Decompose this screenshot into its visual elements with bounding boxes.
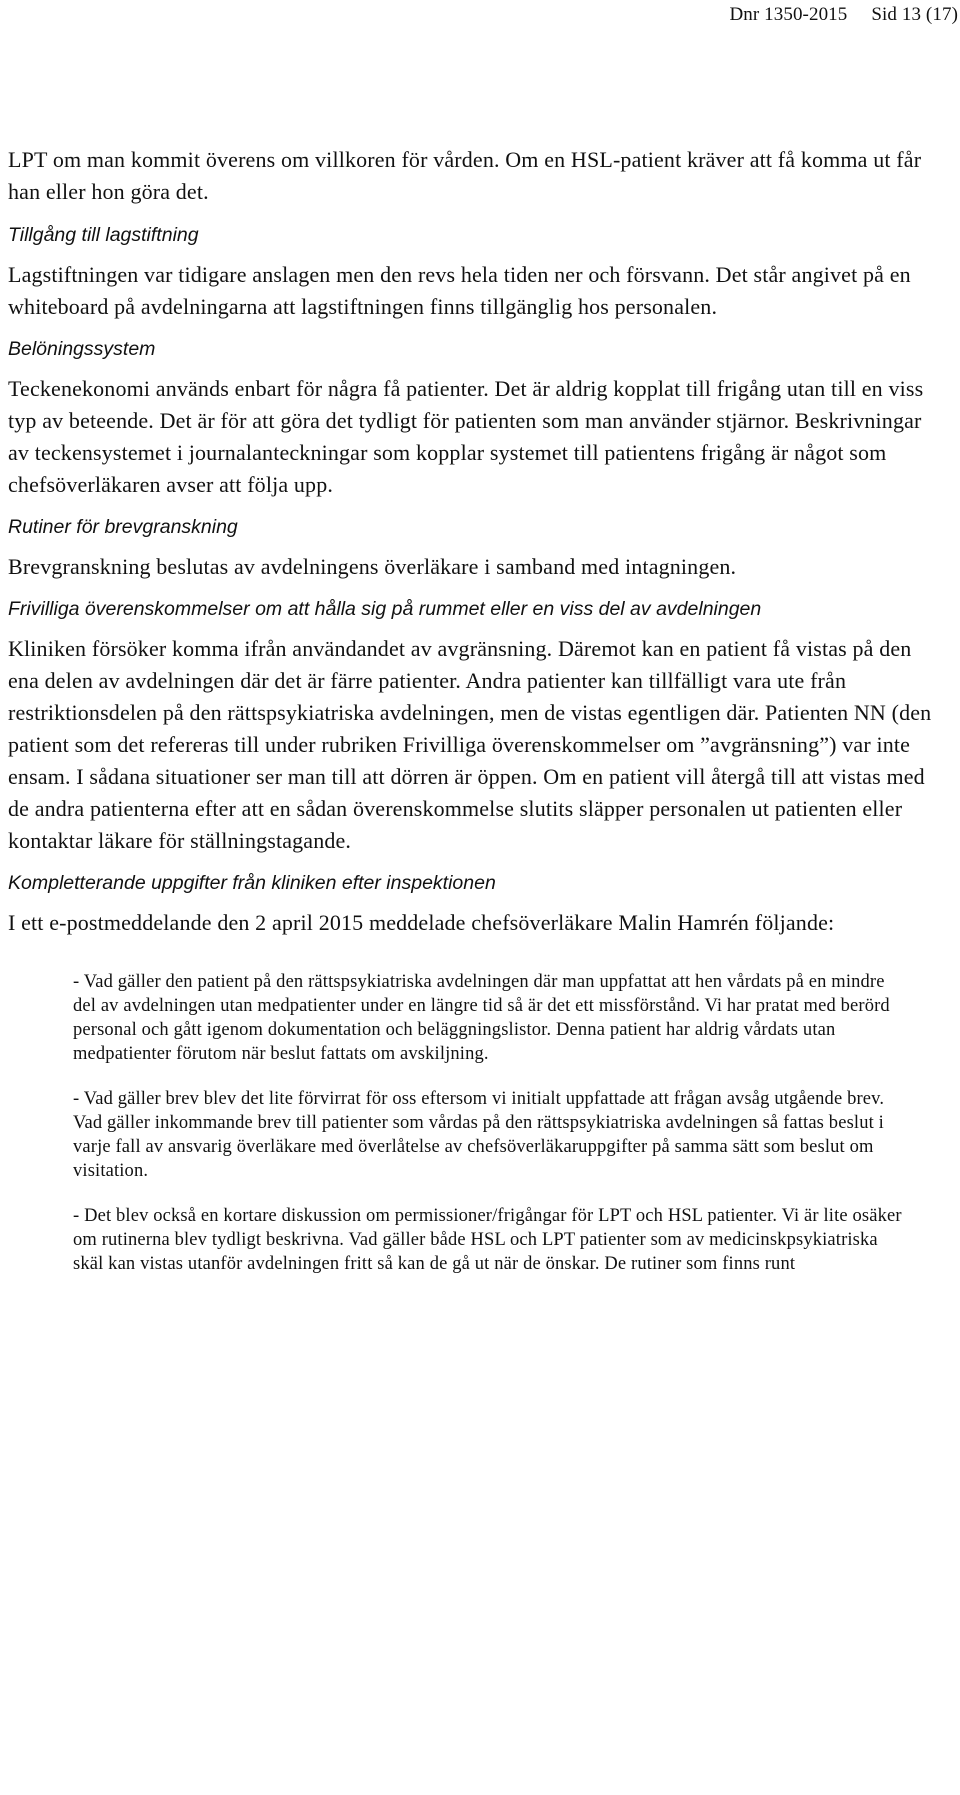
section-heading-frivilliga: Frivilliga överenskommelser om att hålla sig på rummet eller en viss del av avdelningen [8, 598, 762, 620]
section-heading-brevgranskning: Rutiner för brevgranskning [8, 516, 238, 538]
quote-paragraph: - Vad gäller brev blev det lite förvirrat för oss eftersom vi initialt uppfattade att frågan avsåg utgående brev. Vad gäller inkommande brev till patienter som vårdas på den rättspsykiatriska avdelningen så fattas beslut i varje fall av ansvarig överläkare med överlåtelse av chefsöverläkaruppgifter på samma sätt som beslut om visitation. [73, 1089, 885, 1181]
section-heading-kompletterande: Kompletterande uppgifter från kliniken efter inspektionen [8, 872, 496, 894]
section-text-frivilliga: Kliniken försöker komma ifrån användandet av avgränsning. Däremot kan en patient få vistas på den ena delen av avdelningen där det är färre patienter. Andra patienter kan tillfälligt vara ute från restriktionsdelen på den rättspsykiatriska avdelningen, men de vistas egentligen där. Patienten NN (den patient som det refereras till under rubriken Frivilliga överenskommelser om ”avgränsning”) var inte ensam. I sådana situationer ser man till att dörren är öppen. Om en patient vill återgå till att vistas med de andra patienterna efter att en sådan överenskommelse slutits släpper personalen ut patienten eller kontaktar läkare för ställningstagande. [8, 636, 932, 853]
page-header [729, 4, 958, 26]
section-text-beloningssystem: Teckenekonomi används enbart för några få patienter. Det är aldrig kopplat till frigång utan till en viss typ av beteende. Det är för att göra det tydligt för patienten som man använder stjärnor. Beskrivningar av teckensystemet i journalanteckningar som kopplar systemet till patientens frigång är något som chefsöverläkaren avser att följa upp. [8, 376, 924, 497]
document-number: Dnr 1350-2015 [729, 4, 848, 25]
page-number: Sid 13 (17) [871, 4, 958, 25]
section-text-lagstiftning: Lagstiftningen var tidigare anslagen men den revs hela tiden ner och försvann. Det står angivet på en whiteboard på avdelningarna att lagstiftningen finns tillgänglig hos personalen. [8, 262, 911, 319]
intro-paragraph: LPT om man kommit överens om villkoren för vården. Om en HSL-patient kräver att få komma ut får han eller hon göra det. [8, 147, 922, 204]
section-text-kompletterande: I ett e-postmeddelande den 2 april 2015 meddelade chefsöverläkare Malin Hamrén följande: [8, 910, 835, 935]
quote-paragraph: - Vad gäller den patient på den rättspsykiatriska avdelningen där man uppfattat att hen vårdats på en mindre del av avdelningen utan medpatienter under en längre tid så är det ett missförstånd. Vi har pratat med berörd personal och gått igenom dokumentation och beläggningslistor. Denna patient har aldrig vårdats utan medpatienter förutom när beslut fattats om avskiljning. [73, 972, 890, 1064]
document-body [8, 144, 948, 1297]
section-heading-beloningssystem: Belöningssystem [8, 338, 156, 360]
quote-paragraph: - Det blev också en kortare diskussion om permissioner/frigångar för LPT och HSL patienter. Vi är lite osäker om rutinerna blev tydligt beskrivna. Vad gäller både HSL och LPT patienter som av medicinskpsykiatriska skäl kan vistas utanför avdelningen fritt så kan de gå ut när de önskar. De rutiner som finns runt [73, 1206, 902, 1274]
section-text-brevgranskning: Brevgranskning beslutas av avdelningens överläkare i samband med intagningen. [8, 554, 737, 579]
section-heading-lagstiftning: Tillgång till lagstiftning [8, 224, 199, 246]
